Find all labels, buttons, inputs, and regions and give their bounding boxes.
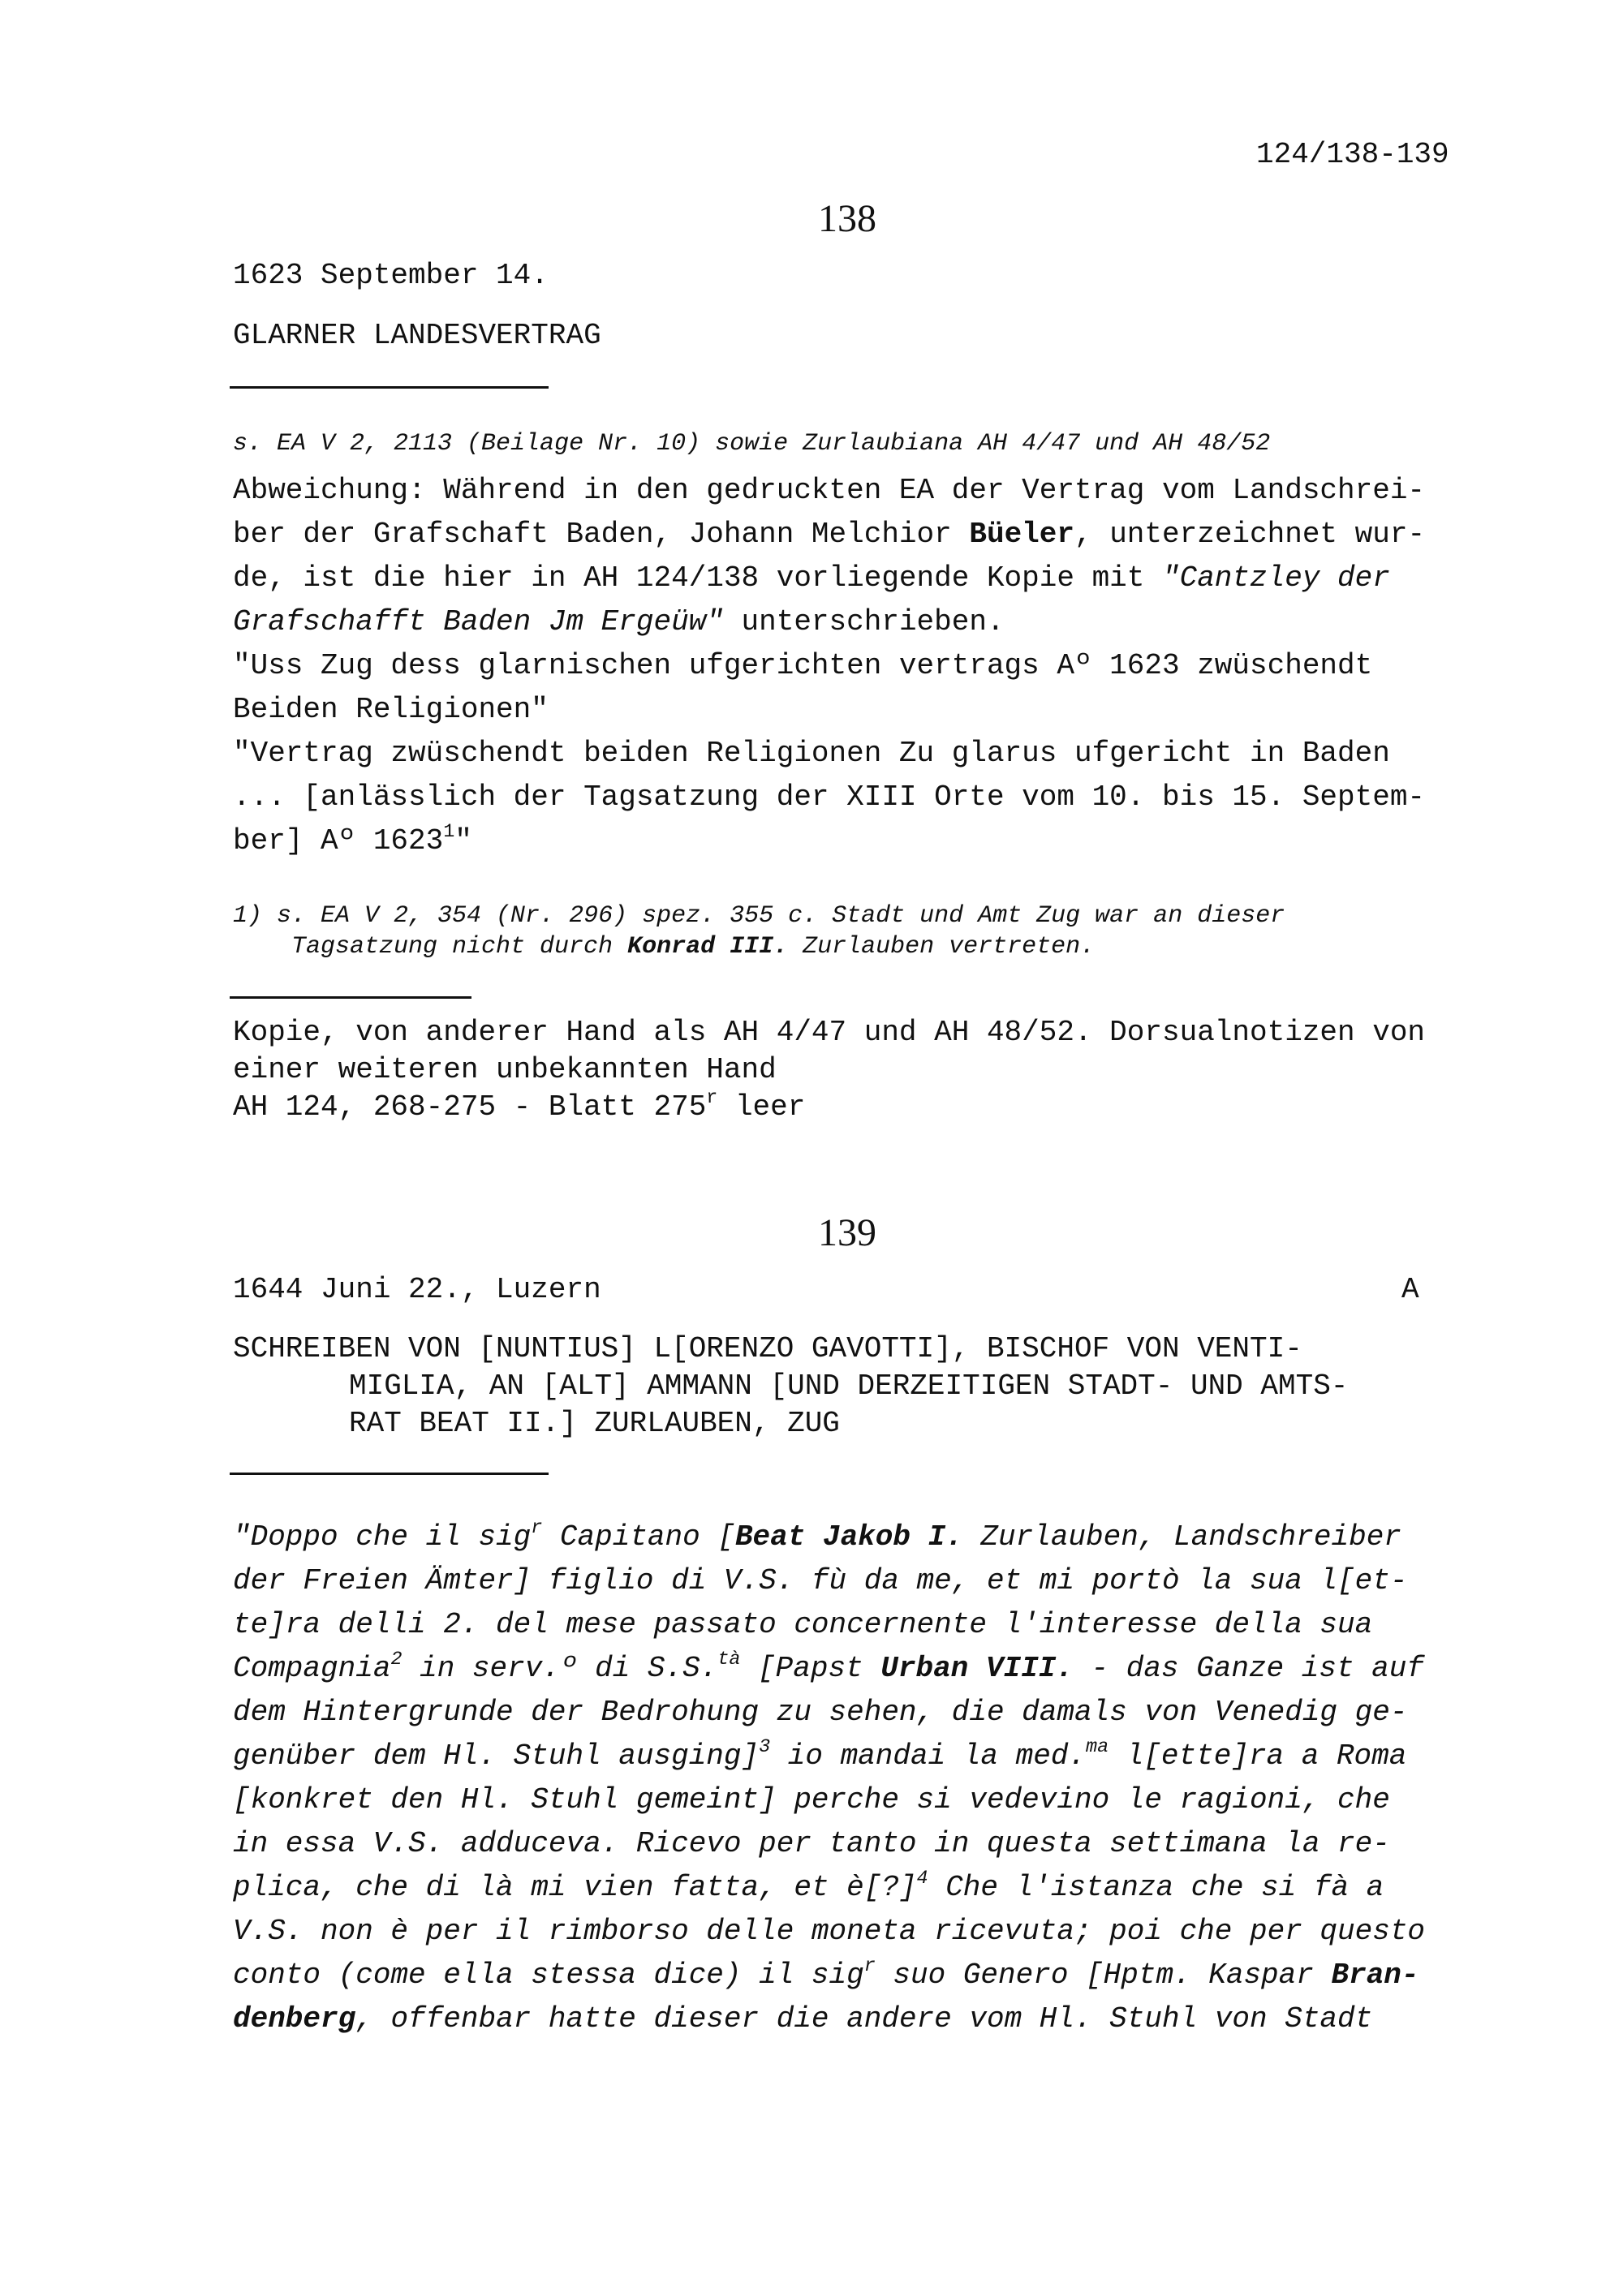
person-name: denberg xyxy=(233,2002,356,2036)
title-divider xyxy=(230,1473,549,1475)
document-date: 1644 Juni 22., Luzern xyxy=(233,1273,601,1306)
body-line: dem Hintergrunde der Bedrohung zu sehen, die damals von Venedig ge- xyxy=(233,1696,1408,1729)
body-line: genüber dem Hl. Stuhl ausging]$^3$ io mandai la med.$^{ma}$ l[ette]ra a Roma xyxy=(233,1736,1407,1773)
footnote-divider xyxy=(230,996,471,999)
document-title xyxy=(233,1331,1348,1443)
body-line: conto (come ella stessa dice) il sig$^r$ suo Genero [Hptm. Kaspar Bran- xyxy=(233,1955,1419,1992)
page-reference: 124/138-139 xyxy=(1256,138,1449,171)
body-line: in essa V.S. adduceva. Ricevo per tanto in questa settimana la re- xyxy=(233,1827,1390,1860)
person-name: Bran- xyxy=(1331,1958,1419,1992)
document-body xyxy=(233,1516,1425,2041)
body-line: ... [anlässlich der Tagsatzung der XIII Orte vom 10. bis 15. Septem- xyxy=(233,780,1426,814)
document-date: 1623 September 14. xyxy=(233,259,549,292)
notes-line: einer weiteren unbekannten Hand xyxy=(233,1053,777,1086)
document-title: GLARNER LANDESVERTRAG xyxy=(233,319,601,352)
body-line: Abweichung: Während in den gedruckten EA der Vertrag vom Landschrei- xyxy=(233,474,1426,507)
body-line: ber der Grafschaft Baden, Johann Melchior Büeler, unterzeichnet wur- xyxy=(233,518,1426,551)
document-number: 139 xyxy=(818,1211,876,1254)
title-line: MIGLIA, AN [ALT] AMMANN [UND DERZEITIGEN STADT- UND AMTS- xyxy=(349,1369,1349,1403)
source-reference: s. EA V 2, 2113 (Beilage Nr. 10) sowie Zurlaubiana AH 4/47 und AH 48/52 xyxy=(233,430,1271,458)
footnote-marker: 1 xyxy=(443,821,455,843)
person-name: Büeler xyxy=(969,518,1074,551)
body-line: "Doppo che il sig$^r$ Capitano [Beat Jakob I. Zurlauben, Landschreiber xyxy=(233,1517,1401,1554)
body-line: denberg, offenbar hatte dieser die andere vom Hl. Stuhl von Stadt xyxy=(233,2002,1373,2036)
notes-line: Kopie, von anderer Hand als AH 4/47 und AH 48/52. Dorsualnotizen von xyxy=(233,1016,1426,1049)
title-line: SCHREIBEN VON [NUNTIUS] L[ORENZO GAVOTTI], BISCHOF VON VENTI- xyxy=(233,1332,1302,1365)
body-line: Compagnia$^2$ in serv.º di S.S.$^{tà}$ [Papst Urban VIII. - das Ganze ist auf xyxy=(233,1649,1424,1685)
document-number: 138 xyxy=(818,197,876,240)
person-name: Beat Jakob I. xyxy=(734,1520,963,1554)
body-line: Beiden Religionen" xyxy=(233,693,549,726)
person-name: Konrad III. xyxy=(627,933,789,961)
footnote-marker: 3 xyxy=(759,1736,771,1758)
body-line: V.S. non è per il rimborso delle moneta ricevuta; poi che per questo xyxy=(233,1915,1426,1948)
body-line: "Uss Zug dess glarnischen ufgerichten vertrags Aº 1623 zwüschendt xyxy=(233,649,1373,682)
archival-notes xyxy=(233,1014,1425,1126)
footnote-line: 1) s. EA V 2, 354 (Nr. 296) spez. 355 c. Stadt und Amt Zug war an dieser xyxy=(233,902,1285,930)
footnote-line: Tagsatzung nicht durch Konrad III. Zurlauben vertreten. xyxy=(291,933,1096,961)
footnote-marker: 2 xyxy=(390,1649,403,1670)
title-divider xyxy=(230,386,549,389)
body-line: [konkret den Hl. Stuhl gemeint] perche si vedevino le ragioni, che xyxy=(233,1783,1390,1817)
document-body xyxy=(233,469,1425,863)
body-line: "Vertrag zwüschendt beiden Religionen Zu glarus ufgericht in Baden xyxy=(233,737,1390,770)
document-variant: A xyxy=(1401,1273,1419,1306)
notes-line: AH 124, 268-275 - Blatt 275$^r$ leer xyxy=(233,1087,806,1124)
title-line: RAT BEAT II.] ZURLAUBEN, ZUG xyxy=(349,1407,840,1440)
body-line: der Freien Ämter] figlio di V.S. fù da me, et mi portò la sua l[et- xyxy=(233,1564,1408,1597)
body-line: te]ra delli 2. del mese passato concernente l'interesse della sua xyxy=(233,1608,1373,1641)
body-line: Grafschafft Baden Jm Ergeüw" unterschrieben. xyxy=(233,605,1005,638)
body-line: ber] Aº 1623$^1$" xyxy=(233,821,472,858)
body-line: plica, che di là mi vien fatta, et è[?]$^4$ Che l'istanza che si fà a xyxy=(233,1868,1384,1904)
body-line: de, ist die hier in AH 124/138 vorliegende Kopie mit "Cantzley der xyxy=(233,561,1390,595)
footnote xyxy=(233,901,1285,962)
footnote-marker: 4 xyxy=(916,1868,928,1890)
person-name: Urban VIII. xyxy=(880,1652,1074,1685)
